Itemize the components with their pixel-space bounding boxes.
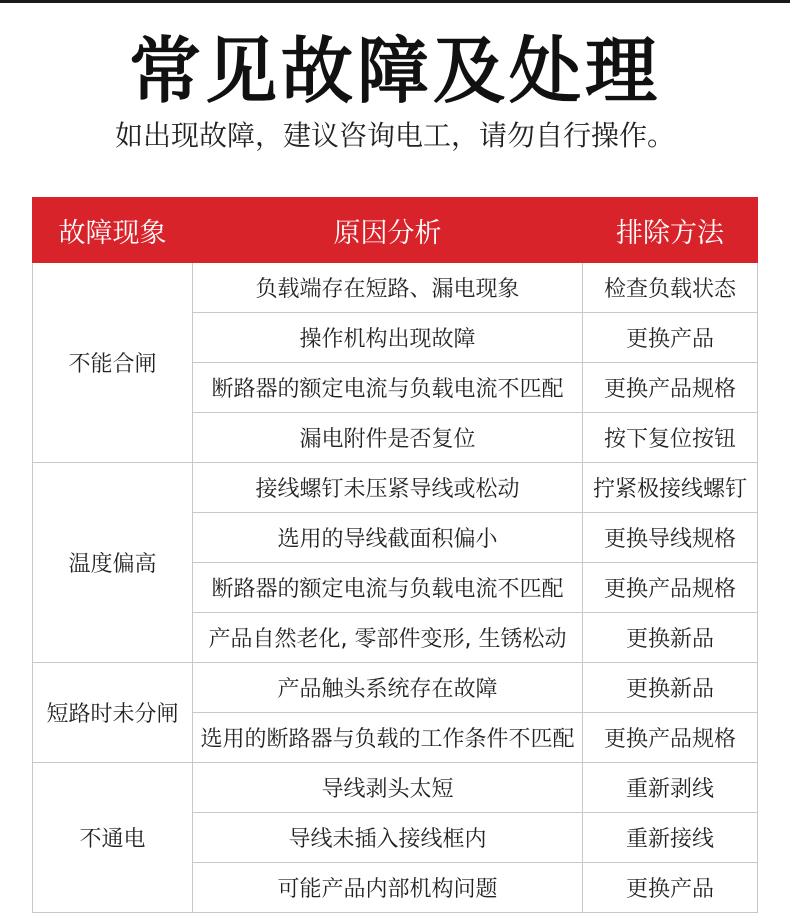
symptom-cell: 不能合闸 [33, 263, 193, 463]
table-header-row [33, 198, 758, 263]
symptom-cell: 不通电 [33, 763, 193, 913]
fix-cell: 更换新品 [583, 663, 758, 713]
cause-cell: 导线未插入接线框内 [193, 813, 583, 863]
header-fix: 排除方法 [583, 198, 758, 263]
fix-cell: 重新接线 [583, 813, 758, 863]
fix-cell: 重新剥线 [583, 763, 758, 813]
fix-cell: 更换产品 [583, 313, 758, 363]
fix-cell: 更换产品 [583, 863, 758, 913]
header-symptom: 故障现象 [33, 198, 193, 263]
cause-cell: 产品自然老化, 零部件变形, 生锈松动 [193, 613, 583, 663]
symptom-cell: 温度偏高 [33, 463, 193, 663]
cause-cell: 断路器的额定电流与负载电流不匹配 [193, 363, 583, 413]
table-row [33, 663, 758, 713]
cause-cell: 导线剥头太短 [193, 763, 583, 813]
top-border-line [0, 0, 790, 3]
cause-cell: 产品触头系统存在故障 [193, 663, 583, 713]
fix-cell: 更换产品规格 [583, 363, 758, 413]
fault-table [32, 197, 758, 913]
cause-cell: 操作机构出现故障 [193, 313, 583, 363]
fix-cell: 更换导线规格 [583, 513, 758, 563]
cause-cell: 接线螺钉未压紧导线或松动 [193, 463, 583, 513]
table-row [33, 463, 758, 513]
cause-cell: 可能产品内部机构问题 [193, 863, 583, 913]
page-title: 常见故障及处理 [128, 29, 661, 113]
header-cause: 原因分析 [193, 198, 583, 263]
table-row [33, 263, 758, 313]
cause-cell: 断路器的额定电流与负载电流不匹配 [193, 563, 583, 613]
fix-cell: 更换产品规格 [583, 563, 758, 613]
cause-cell: 选用的断路器与负载的工作条件不匹配 [193, 713, 583, 763]
cause-cell: 负载端存在短路、漏电现象 [193, 263, 583, 313]
table-row [33, 763, 758, 813]
fix-cell: 拧紧极接线螺钉 [583, 463, 758, 513]
fix-cell: 检查负载状态 [583, 263, 758, 313]
fix-cell: 按下复位按钮 [583, 413, 758, 463]
fault-table-container [32, 197, 757, 913]
cause-cell: 漏电附件是否复位 [193, 413, 583, 463]
page-subtitle: 如出现故障，建议咨询电工，请勿自行操作。 [114, 119, 675, 152]
fix-cell: 更换新品 [583, 613, 758, 663]
fix-cell: 更换产品规格 [583, 713, 758, 763]
symptom-cell: 短路时未分闸 [33, 663, 193, 763]
cause-cell: 选用的导线截面积偏小 [193, 513, 583, 563]
